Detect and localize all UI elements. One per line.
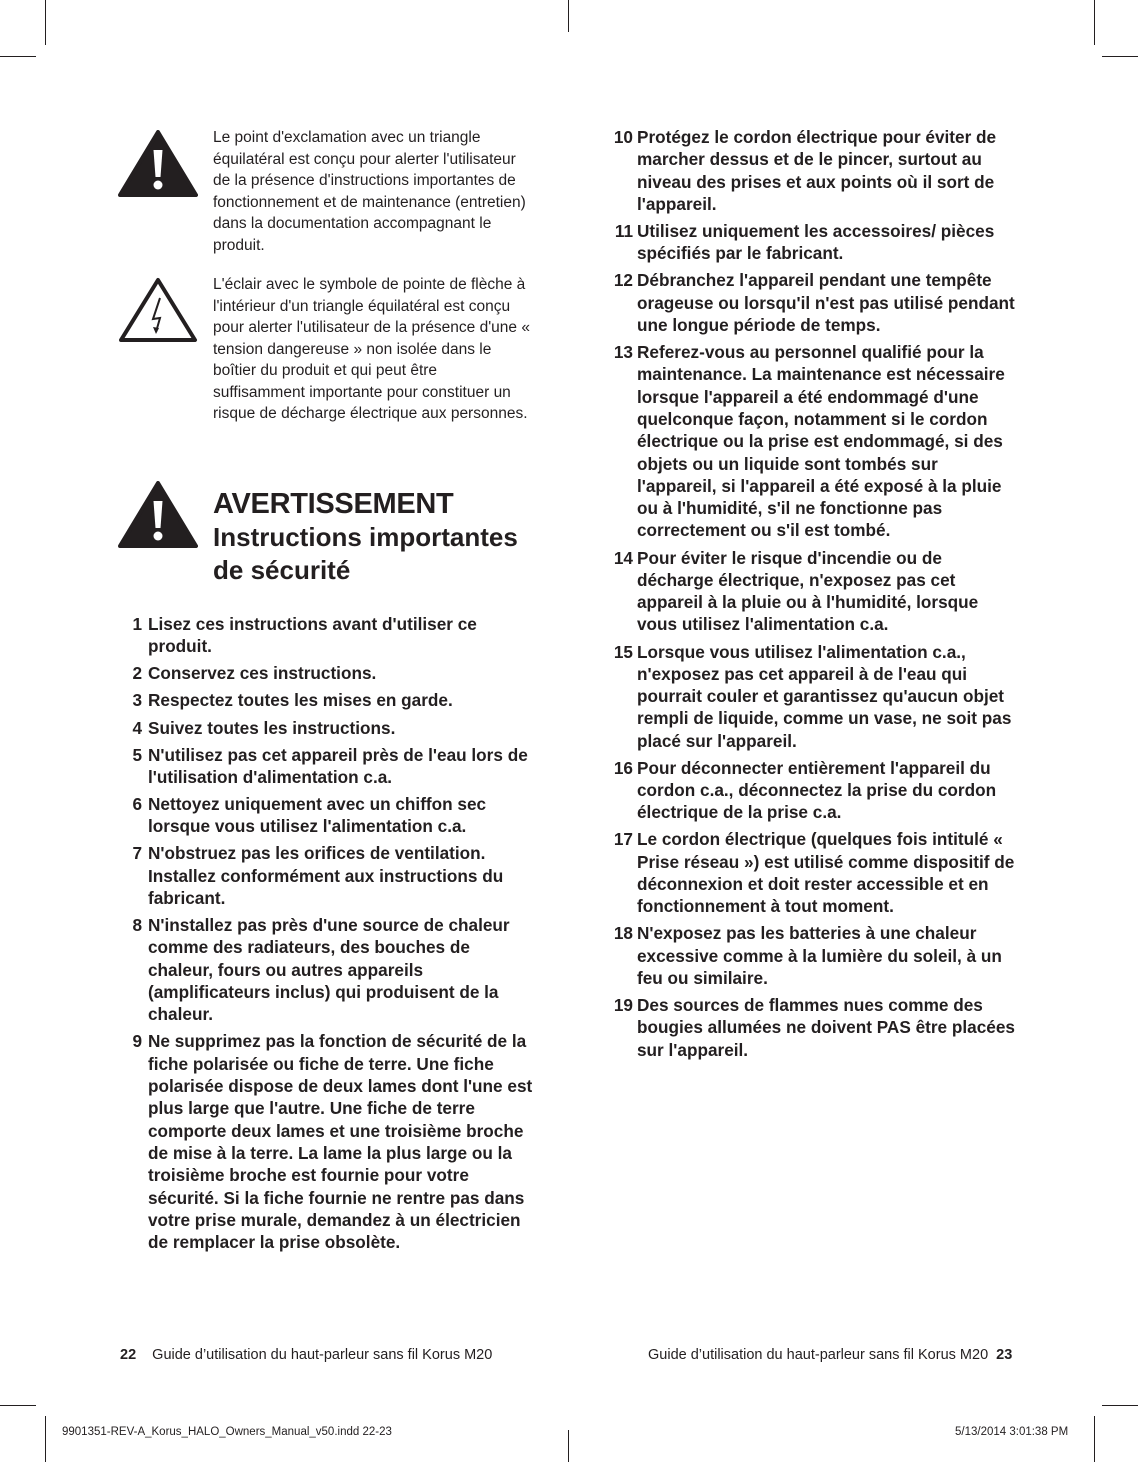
list-item: 10 Protégez le cordon électrique pour éviter de marcher dessus et de le pincer, surtout au niveau des prises et aux points où il sort de l'appareil.	[613, 127, 997, 214]
list-item: 3 Respectez toutes les mises en garde.	[132, 690, 453, 711]
page-number-right: 23	[996, 1347, 1013, 1363]
exclamation-triangle-icon	[118, 130, 198, 197]
safety-list-left	[132, 613, 533, 1258]
list-item: 11 Utilisez uniquement les accessoires/ pièces spécifiés par le fabricant.	[614, 220, 995, 264]
list-item: 8 N'installez pas près d'une source de chaleur comme des radiateurs, des bouches de chaleur, fours ou autres appareils (amplificateurs inclus) qui produisent de la chaleur.	[132, 915, 510, 1025]
crop-mark	[1102, 1405, 1138, 1406]
footer-right	[648, 1346, 1012, 1364]
warning-title: AVERTISSEMENT	[213, 488, 454, 520]
list-item: 7 N'obstruez pas les orifices de ventilation. Installez conformément aux instructions du fabricant.	[132, 843, 504, 909]
crop-mark	[568, 0, 569, 32]
slug-date: 5/13/2014 3:01:38 PM	[955, 1426, 1069, 1438]
safety-list-right	[613, 126, 1022, 1066]
crop-mark	[1094, 0, 1095, 45]
list-item: 14 Pour éviter le risque d'incendie ou de décharge électrique, n'exposez pas cet appareil à la pluie ou à l'humidité, lorsque vous utilisez l'alimentation c.a.	[613, 547, 979, 635]
list-item: 6 Nettoyez uniquement avec un chiffon sec lorsque vous utilisez l'alimentation c.a.	[132, 794, 487, 837]
footer-left-title: Guide d’utilisation du haut-parleur sans fil Korus M20	[152, 1347, 493, 1363]
footer-left	[120, 1346, 492, 1364]
list-item: 18 N'exposez pas les batteries à une chaleur excessive comme à la lumière du soleil, à un feu ou similaire.	[613, 923, 1002, 989]
warning-subtitle: Instructions importantes de sécurité	[213, 522, 518, 585]
warning-heading	[213, 487, 543, 587]
crop-mark	[1102, 56, 1138, 57]
list-item: 15 Lorsque vous utilisez l'alimentation c.a., n'exposez pas cet appareil à de l'eau qui pourrait couler et garantissez qu'aucun objet rempli de liquide, comme un vase, ne soit pas placé sur l'appareil.	[613, 641, 1012, 751]
crop-mark	[1094, 1416, 1095, 1462]
list-item: 17 Le cordon électrique (quelques fois intitulé « Prise réseau ») est utilisé comme dispositif de déconnexion et doit rester accessible et en fonctionnement à tout moment.	[613, 829, 1015, 917]
crop-mark	[0, 56, 36, 57]
slug-file: 9901351-REV-A_Korus_HALO_Owners_Manual_v50.indd 22-23	[62, 1426, 392, 1438]
footer-right-title: Guide d’utilisation du haut-parleur sans fil Korus M20	[648, 1347, 989, 1363]
list-item: 12 Débranchez l'appareil pendant une tempête orageuse ou lorsqu'il n'est pas utilisé pendant une longue période de temps.	[613, 270, 1015, 335]
lightning-triangle-icon	[118, 276, 198, 343]
warning-triangle-icon	[118, 481, 198, 548]
list-item: 19 Des sources de flammes nues comme des bougies allumées ne doivent PAS être placées sur l'appareil.	[613, 995, 1015, 1060]
crop-mark	[45, 0, 46, 45]
crop-mark	[0, 1405, 36, 1406]
list-item: 1 Lisez ces instructions avant d'utiliser ce produit.	[132, 614, 477, 657]
list-item: 5 N'utilisez pas cet appareil près de l'eau lors de l'utilisation d'alimentation c.a.	[132, 744, 528, 787]
list-item: 16 Pour déconnecter entièrement l'appareil du cordon c.a., déconnectez la prise du cordon électrique de la prise c.a.	[613, 757, 997, 823]
list-item: 13 Referez-vous au personnel qualifié pour la maintenance. La maintenance est nécessaire lorsque l'appareil a été endommagé d'une quelconque façon, notamment si le cordon électrique ou la prise est endommagé, si des objets ou un liquide sont tombés sur l'appareil, si l'appareil a été exposé à la pluie ou à l'humidité, s'il ne fonctionne pas correctement ou s'il est tombé.	[613, 342, 1005, 541]
list-item: 4 Suivez toutes les instructions.	[132, 717, 396, 738]
lightning-note: L'éclair avec le symbole de pointe de flèche à l'intérieur d'un triangle équilatéral est conçu pour alerter l'utilisateur de la présence d'une « tension dangereuse » non isolée dans le boîtier du produit et qui peut être suffisamment importante pour constituer un risque de décharge électrique aux personnes.	[213, 276, 530, 422]
list-item: 2 Conservez ces instructions.	[132, 663, 377, 684]
crop-mark	[568, 1430, 569, 1462]
crop-mark	[45, 1416, 46, 1462]
list-item: 9 Ne supprimez pas la fonction de sécurité de la fiche polarisée ou fiche de terre. Une fiche polarisée dispose de deux lames dont l'une est plus large que l'autre. Une fiche de terre comporte deux lames et une troisième broche de mise à la terre. La lame la plus large ou la troisième broche est fournie pour votre sécurité. Si la fiche fournie ne rentre pas dans votre prise murale, demandez à un électricien de remplacer la prise obsolète.	[132, 1031, 533, 1253]
exclamation-note: Le point d'exclamation avec un triangle équilatéral est conçu pour alerter l'utilisateur de la présence d'instructions importantes de fonctionnement et de maintenance (entretien) dans la documentation accompagnant le produit.	[213, 129, 526, 254]
page-number-left: 22	[120, 1347, 137, 1363]
